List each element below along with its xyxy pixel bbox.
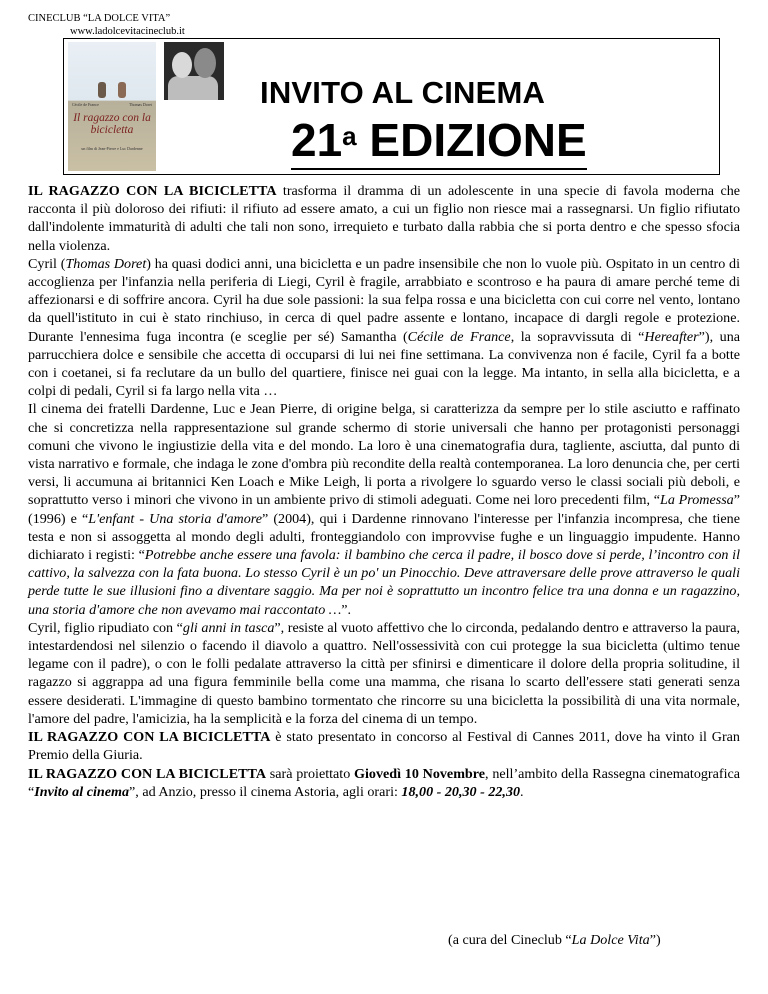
edition-number: 21 [291,114,343,166]
movie-poster-image [68,42,156,171]
paragraph-text: . [520,783,524,800]
credit-text: ”) [649,932,661,948]
paragraph-text: è stato presentato in concorso al Festival di Cannes 2011, dove ha vinto il Gran Premio della Giuria. [28,729,740,764]
festival-name: Invito al cinema [34,783,130,800]
title-banner [63,38,720,175]
actor-name: Cécile de France [407,328,511,345]
credit-club-name: La Dolce Vita [571,932,650,948]
paragraph-plot [28,255,740,401]
paragraph-text: trasforma il dramma di un adolescente in una specie di favola moderna che racconta il più doloroso dei rifiuti: il rifiuto ad essere amato, a cui un figlio non riesce mai a rassegnarsi. Un figlio rifiutato dall'indolente immaturità di adulti che tali non sono, irrequieto e turbato dalla rabbia che si porta dentro e che spesso sfocia nella violenza. [28,183,741,254]
org-name: CINECLUB “LA DOLCE VITA” [28,13,171,24]
paragraph-text: Il cinema dei fratelli Dardenne, Luc e Jean Pierre, di origine belga, si caratterizza da sempre per lo stile asciutto e raffinato che si concretizza nella rappresentazione sul grande schermo di storie universali che hanno per protagonisti personaggi comuni che vivono le ingiustizie della vita e del mondo. La loro è una cinematografia dura, tagliente, asciutta, dal punto di vista narrativo e formale, che indaga le zone d'ombra più recondite della realtà contemporanea. La loro denuncia che, per certi versi, li accumuna ai britannici Ken Loach e Mike Leigh, li porta a rivolgere lo sguardo verso le classi sociali più deboli, e soprattutto verso i minori che vivono in un ambiente privo di stimoli adeguati. Come nei loro precedenti film, “ [28,401,740,509]
paragraph-cannes [28,728,740,764]
edition-superscript: a [342,121,357,151]
banner-title: INVITO AL CINEMA [260,75,546,110]
paragraph-text: sarà proiettato [266,765,355,782]
paragraph-text: Cyril ( [28,255,66,272]
paragraph-screening [28,765,740,801]
film-reference: Hereafter [644,328,699,345]
poster-title: Il ragazzo con la bicicletta [73,112,151,136]
paragraph-text: ) ha quasi dodici anni, una bicicletta e un padre insensibile che non lo vuole più. Ospitato in un centro di accoglienza per l'infanzia nella periferia di Liegi, Cyril è fragile, arrabbiato e scontroso e ha paura di amare perché teme di affezionarsi e di soffrire ancora. Cyril ha due sole passioni: la sua felpa rossa e una bicicletta con cui corre nel vento, lontano da quell'istituto in cui è stato rinchiuso, in cerca di quel padre assente e lontano, incapace di dargli regole e protezione. Durante l'ennesima fuga incontra (e sceglie per sé) Samantha ( [28,255,740,345]
film-title-bold: IL RAGAZZO CON LA BICICLETTA [28,729,271,746]
edition-word: EDIZIONE [369,114,587,166]
website-url: www.ladolcevitacineclub.it [70,26,185,37]
dolce-vita-photo [164,42,224,100]
photo-shape [168,76,218,100]
poster-directors: un film di Jean-Pierre e Luc Dardenne [81,146,143,151]
paragraph-text: ”, resiste al vuoto affettivo che lo circonda, pedalando dentro e attraverso la paura, intestardendosi nel silenzio o facendo il diavolo a quattro. Nell'ossessività con cui protegge la sua bicicletta (ultimo tenue legame con il padre), o con le folli pedalate attraverso la città per sfinirsi e dimenticare il dolore della propria solitudine, il ragazzo si aggrappa ad una figura femminile bella come una mamma, che risana lo scarto dell'essere stati generati senza essere desiderati. L'immagine di questo bambino tormentato che rincorre su una bicicletta la possibilità di una vita normale, l'amore del padre, l'amicizia, ha la semplicità e la forza del cinema di un tempo. [28,619,740,727]
film-title-bold: IL RAGAZZO CON LA BICICLETTA [28,765,267,782]
paragraph-intro [28,182,740,255]
film-reference: La Promessa [660,492,734,509]
poster-figure-woman [118,82,126,98]
paragraph-directors [28,400,740,618]
film-reference: L'enfant - Una storia d'amore [88,510,262,527]
paragraph-text: , la sopravvissuta di “ [510,328,645,345]
film-title-bold: IL RAGAZZO CON LA BICICLETTA [28,183,277,199]
screening-date: Giovedì 10 Novembre [354,765,486,782]
paragraph-text: ”, ad Anzio, presso il cinema Astoria, agli orari: [129,783,402,800]
quote-text: gli anni in tasca [182,619,275,636]
directors-quote: Potrebbe anche essere una favola: il bambino che cerca il padre, il bosco dove si perde, l’incontro con il cattivo, la salvezza con la fata buona. Lo stesso Cyril è un po' un Pinocchio. Deve attraversare delle prove attraverso le quali perde tutte le sue illusioni fino a diventare saggio. Ma per noi è soprattutto un incontro felice tra una donna e un ragazzino, una storia d'amore che non avevamo mai raccontato … [28,547,741,618]
credit-text: (a cura del Cineclub “ [448,932,572,948]
poster-actor-1: Cécile de France [72,102,99,107]
article-body [28,182,740,801]
header-org-block [28,12,185,38]
paragraph-text: ” (1996) e “ [28,492,740,527]
paragraph-text: ”), una parrucchiera dolce e sensibile che accetta di occuparsi di lui nei fine settimana. La convivenza non é facile, Cyril fa a botte con i coetanei, si fa reclutare da un bullo del quartiere, finisce nei guai con la legge. Ma intanto, in sella alla bicicletta, e a colpi di pedali, Cyril si fa largo nella vita … [28,328,741,400]
actor-name: Thomas Doret [65,255,147,272]
paragraph-cyril [28,619,740,728]
edition-heading [291,112,587,170]
paragraph-text: ” (2004), qui i Dardenne rinnovano l'interesse per l'infanzia incompresa, che tiene testa e non si assoggetta al mondo degli adulti, fronteggiandolo con improvvise fughe e un linguaggio impudente. Hanno dichiarato i registi: “ [28,510,740,564]
photo-shape [194,48,216,78]
poster-figure-boy [98,82,106,98]
paragraph-text: , nell’ambito della Rassegna cinematografica “ [28,765,740,800]
photo-shape [172,52,192,78]
poster-actor-2: Thomas Doret [129,102,152,107]
paragraph-text: ”. [341,601,352,618]
screening-times: 18,00 - 20,30 - 22,30 [401,783,521,800]
paragraph-text: Cyril, figlio ripudiato con “ [28,619,183,636]
poster-actors [72,102,152,107]
credit-line [448,932,661,949]
